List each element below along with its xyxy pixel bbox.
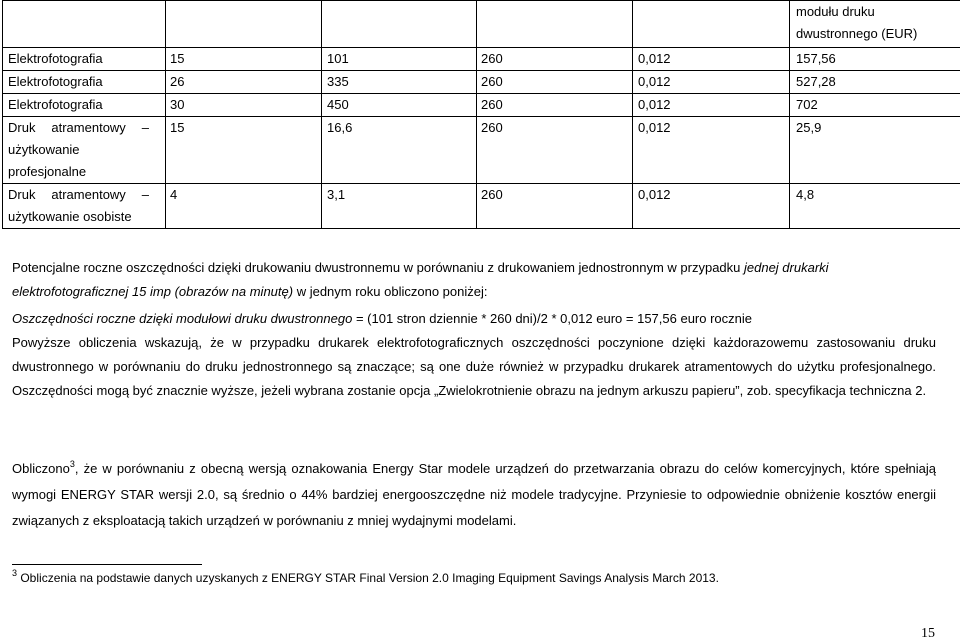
page-number: 15 [921,626,935,641]
label-word: Druk [8,120,36,135]
table-row [3,184,960,229]
cell-pages: 335 [322,71,477,94]
table-header-row [3,1,960,48]
cell-pages: 450 [322,94,477,117]
header-cell [477,1,633,48]
cell-days: 260 [477,71,633,94]
cell-pages: 101 [322,48,477,71]
row-label [3,184,166,229]
row-label-line: użytkowanie osobiste [8,209,132,224]
cell-days: 260 [477,184,633,229]
label-dash: – [141,120,149,135]
cell-savings: 4,8 [790,184,960,229]
label-word: atramentowy [51,120,126,135]
cell-savings: 25,9 [790,117,960,184]
table-row [3,117,960,184]
cell-savings: 702 [790,94,960,117]
row-label: Elektrofotografia [3,94,166,117]
header-cell [3,1,166,48]
text-run-italic: Oszczędności roczne dzięki modułowi druku dwustronnego [12,311,353,326]
header-cell [322,1,477,48]
table-row [3,48,960,71]
footnote-text: Obliczenia na podstawie danych uzyskanych z ENERGY STAR Final Version 2.0 Imaging Equipment Savings Analysis March 2013. [17,571,719,585]
row-label-line [8,117,165,139]
footnote-ref[interactable]: 3 [69,459,75,469]
header-line: dwustronnego (EUR) [796,26,918,41]
cell-price: 0,012 [633,184,790,229]
label-word: Druk [8,187,36,202]
cell-speed: 4 [166,184,322,229]
cell-days: 260 [477,94,633,117]
cell-pages: 16,6 [322,117,477,184]
table-row [3,71,960,94]
cell-days: 260 [477,48,633,71]
cell-speed: 15 [166,48,322,71]
text-run: Potencjalne roczne oszczędności dzięki drukowaniu dwustronnemu w porównaniu z drukowaniem jednostronnym w przypadku [12,260,744,275]
paragraph-energy-star [12,456,936,534]
footnote [12,567,719,589]
row-label-line [8,184,165,206]
header-cell-savings [790,1,960,48]
paragraph-potential-savings [12,256,936,304]
cell-price: 0,012 [633,117,790,184]
paragraph-conclusion: Powyższe obliczenia wskazują, że w przypadku drukarek elektrofotograficznych oszczędności poczynione dzięki każdorazowemu zastosowaniu druku dwustronnego w porównaniu do druku jednostronnego są znaczące; są one duże również w przypadku drukarek atramentowych do użytku profesjonalnego. Oszczędności mogą być znacznie wyższe, jeżeli wybrana zostanie opcja „Zwielokrotnienie obrazu na jednym arkuszu papieru”, zob. specyfikacja techniczna 2. [12,335,936,398]
cell-speed: 15 [166,117,322,184]
table-row [3,94,960,117]
text-run: , że w porównaniu z obecną wersją oznakowania Energy Star modele urządzeń do przetwarzania obrazu do celów komercyjnych, które spełniają wymogi ENERGY STAR wersji 2.0, są średnio o 44% bardziej energooszczędne niż modele tradycyjne. Przyniesie to odpowiednie obniżenie kosztów energii związanych z eksploatacją takich urządzeń w porównaniu z mniej wydajnymi modelami. [12,461,936,528]
header-cell [166,1,322,48]
cell-price: 0,012 [633,94,790,117]
header-line: modułu druku [796,4,875,19]
cell-speed: 30 [166,94,322,117]
cell-pages: 3,1 [322,184,477,229]
row-label-line: profesjonalne [8,164,87,179]
row-label: Elektrofotografia [3,71,166,94]
text-run-italic: jednej drukarki elektrofotograficznej 15 imp (obrazów na minutę) [12,260,829,299]
cell-savings: 527,28 [790,71,960,94]
row-label [3,117,166,184]
row-label-line: użytkowanie [8,142,80,157]
header-cell [633,1,790,48]
label-dash: – [141,187,149,202]
text-run: Obliczono [12,461,70,476]
savings-table [2,0,960,229]
text-run: w jednym roku obliczono poniżej: [293,284,488,299]
paragraph-formula [12,307,936,331]
cell-days: 260 [477,117,633,184]
row-label: Elektrofotografia [3,48,166,71]
footnote-number: 3 [12,568,18,578]
cell-price: 0,012 [633,71,790,94]
footnote-separator [12,564,202,565]
cell-price: 0,012 [633,48,790,71]
label-word: atramentowy [51,187,126,202]
text-run: = (101 stron dziennie * 260 dni)/2 * 0,012 euro = 157,56 euro rocznie [352,311,753,326]
cell-savings: 157,56 [790,48,960,71]
cell-speed: 26 [166,71,322,94]
